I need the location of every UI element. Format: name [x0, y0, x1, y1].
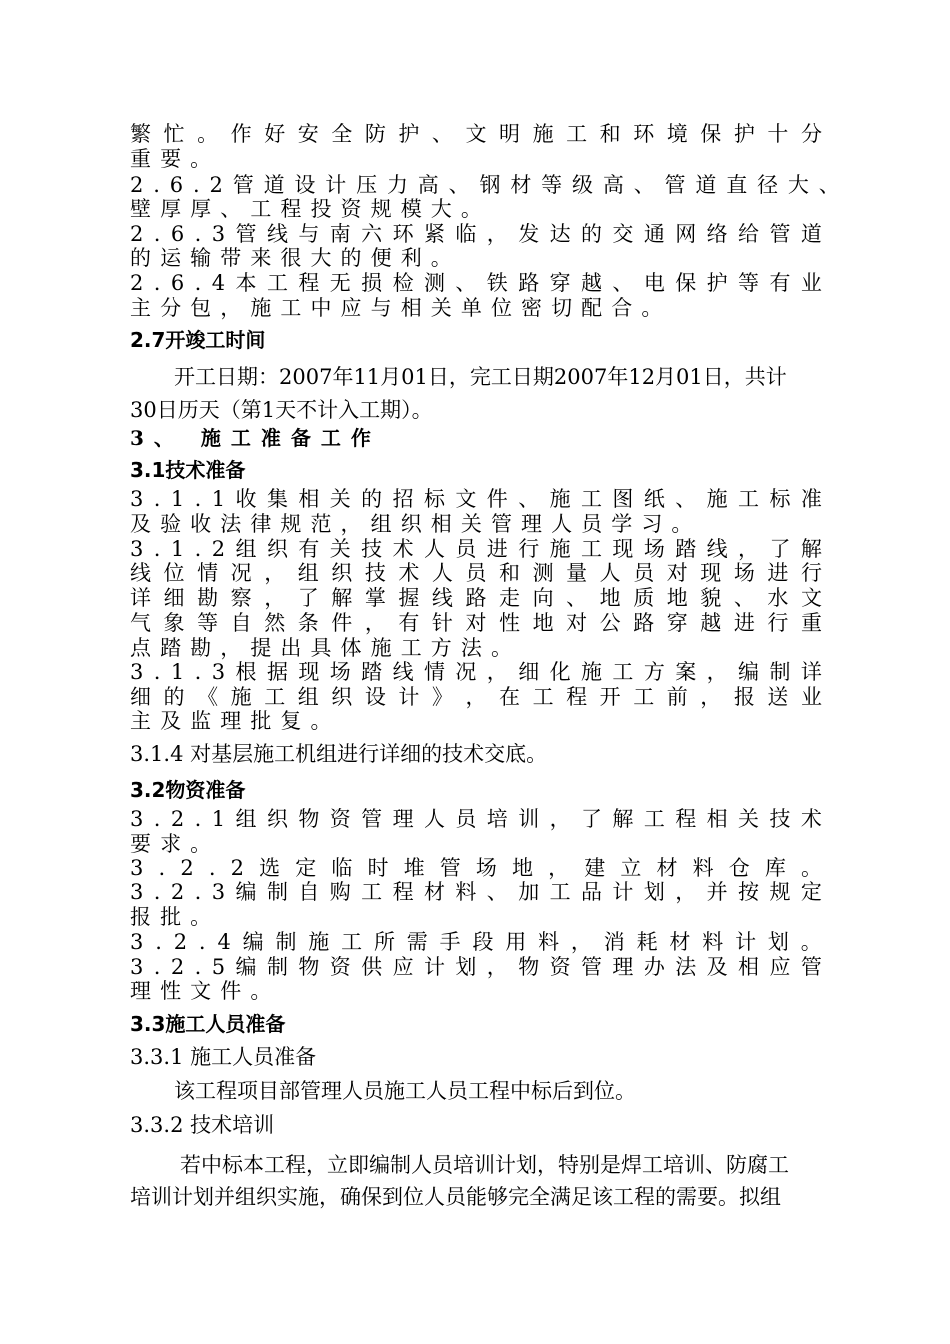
section-heading: 3、 施工准备工作 — [130, 426, 381, 450]
section-heading: 2.7开竣工时间 — [130, 328, 266, 352]
text-line: 点 踏 勘 ， 提 出 具 体 施 工 方 法 。 — [130, 636, 512, 660]
text-line: 详 细 勘 察 ， 了 解 掌 握 线 路 走 向 、 地 质 地 貌 、 水 文 — [130, 586, 822, 610]
text-line: 主 分 包 ， 施 工 中 应 与 相 关 单 位 密 切 配 合 。 — [130, 296, 663, 320]
text-line: 繁 忙 。 作 好 安 全 防 护 、 文 明 施 工 和 环 境 保 护 十 分 — [130, 122, 822, 146]
text-line: 3 . 2 . 4 编 制 施 工 所 需 手 段 用 料 ， 消 耗 材 料 计 划 。 — [130, 930, 822, 954]
text-line: 3 . 1 . 1 收 集 相 关 的 招 标 文 件 、 施 工 图 纸 、 施 工 标 准 — [130, 487, 822, 511]
text-line: 3.3.2 技术培训 — [130, 1113, 275, 1137]
text-line: 3 . 2 . 1 组 织 物 资 管 理 人 员 培 训 ， 了 解 工 程 相 关 技 术 — [130, 807, 822, 831]
text-line: 3.1.4 对基层施工机组进行详细的技术交底。 — [130, 742, 548, 766]
text-line: 3 . 2 . 2 选 定 临 时 堆 管 场 地 ， 建 立 材 料 仓 库 。 — [130, 856, 822, 880]
text-line: 开工日期：2007年11月01日，完工日期2007年12月01日，共计 — [174, 365, 787, 389]
text-line: 2 . 6 . 3 管 线 与 南 六 环 紧 临 ， 发 达 的 交 通 网 络 给 管 道 — [130, 222, 822, 246]
text-line: 理 性 文 件 。 — [130, 979, 272, 1003]
text-line: 2 . 6 . 2 管 道 设 计 压 力 高 、 钢 材 等 级 高 、 管 道 直 径 大 、 — [130, 173, 840, 197]
text-line: 气 象 等 自 然 条 件 ， 有 针 对 性 地 对 公 路 穿 越 进 行 重 — [130, 611, 822, 635]
text-line: 该工程项目部管理人员施工人员工程中标后到位。 — [174, 1079, 636, 1103]
text-line: 细 的 《 施 工 组 织 设 计 》 ， 在 工 程 开 工 前 ， 报 送 业 — [130, 685, 822, 709]
text-line: 重 要 。 — [130, 147, 212, 171]
text-line: 3 . 1 . 3 根 据 现 场 踏 线 情 况 ， 细 化 施 工 方 案 ， 编 制 详 — [130, 660, 822, 684]
section-heading: 3.3施工人员准备 — [130, 1012, 286, 1036]
text-line: 3 . 2 . 3 编 制 自 购 工 程 材 料 、 加 工 品 计 划 ， 并 按 规 定 — [130, 880, 822, 904]
text-line: 3 . 2 . 5 编 制 物 资 供 应 计 划 ， 物 资 管 理 办 法 及 相 应 管 — [130, 955, 822, 979]
text-line: 3 . 1 . 2 组 织 有 关 技 术 人 员 进 行 施 工 现 场 踏 线 ， 了 解 — [130, 537, 822, 561]
text-line: 的 运 输 带 来 很 大 的 便 利 。 — [130, 246, 452, 270]
text-line: 3.3.1 施工人员准备 — [130, 1045, 317, 1069]
section-heading: 3.1技术准备 — [130, 458, 246, 482]
text-line: 培训计划并组织实施，确保到位人员能够完全满足该工程的需要。拟组 — [130, 1185, 781, 1209]
text-line: 主 及 监 理 批 复 。 — [130, 709, 332, 733]
text-line: 要 求 。 — [130, 832, 212, 856]
text-line: 若中标本工程，立即编制人员培训计划，特别是焊工培训、防腐工 — [180, 1153, 789, 1177]
text-line: 壁 厚 厚 、 工 程 投 资 规 模 大 。 — [130, 197, 482, 221]
text-line: 及 验 收 法 律 规 范 ， 组 织 相 关 管 理 人 员 学 习 。 — [130, 512, 693, 536]
text-line: 线 位 情 况 ， 组 织 技 术 人 员 和 测 量 人 员 对 现 场 进 行 — [130, 561, 822, 585]
text-line: 2 . 6 . 4 本 工 程 无 损 检 测 、 铁 路 穿 越 、 电 保 护 等 有 业 — [130, 271, 822, 295]
text-line: 30日历天（第1天不计入工期）。 — [130, 398, 433, 422]
section-heading: 3.2物资准备 — [130, 778, 246, 802]
text-line: 报 批 。 — [130, 905, 212, 929]
